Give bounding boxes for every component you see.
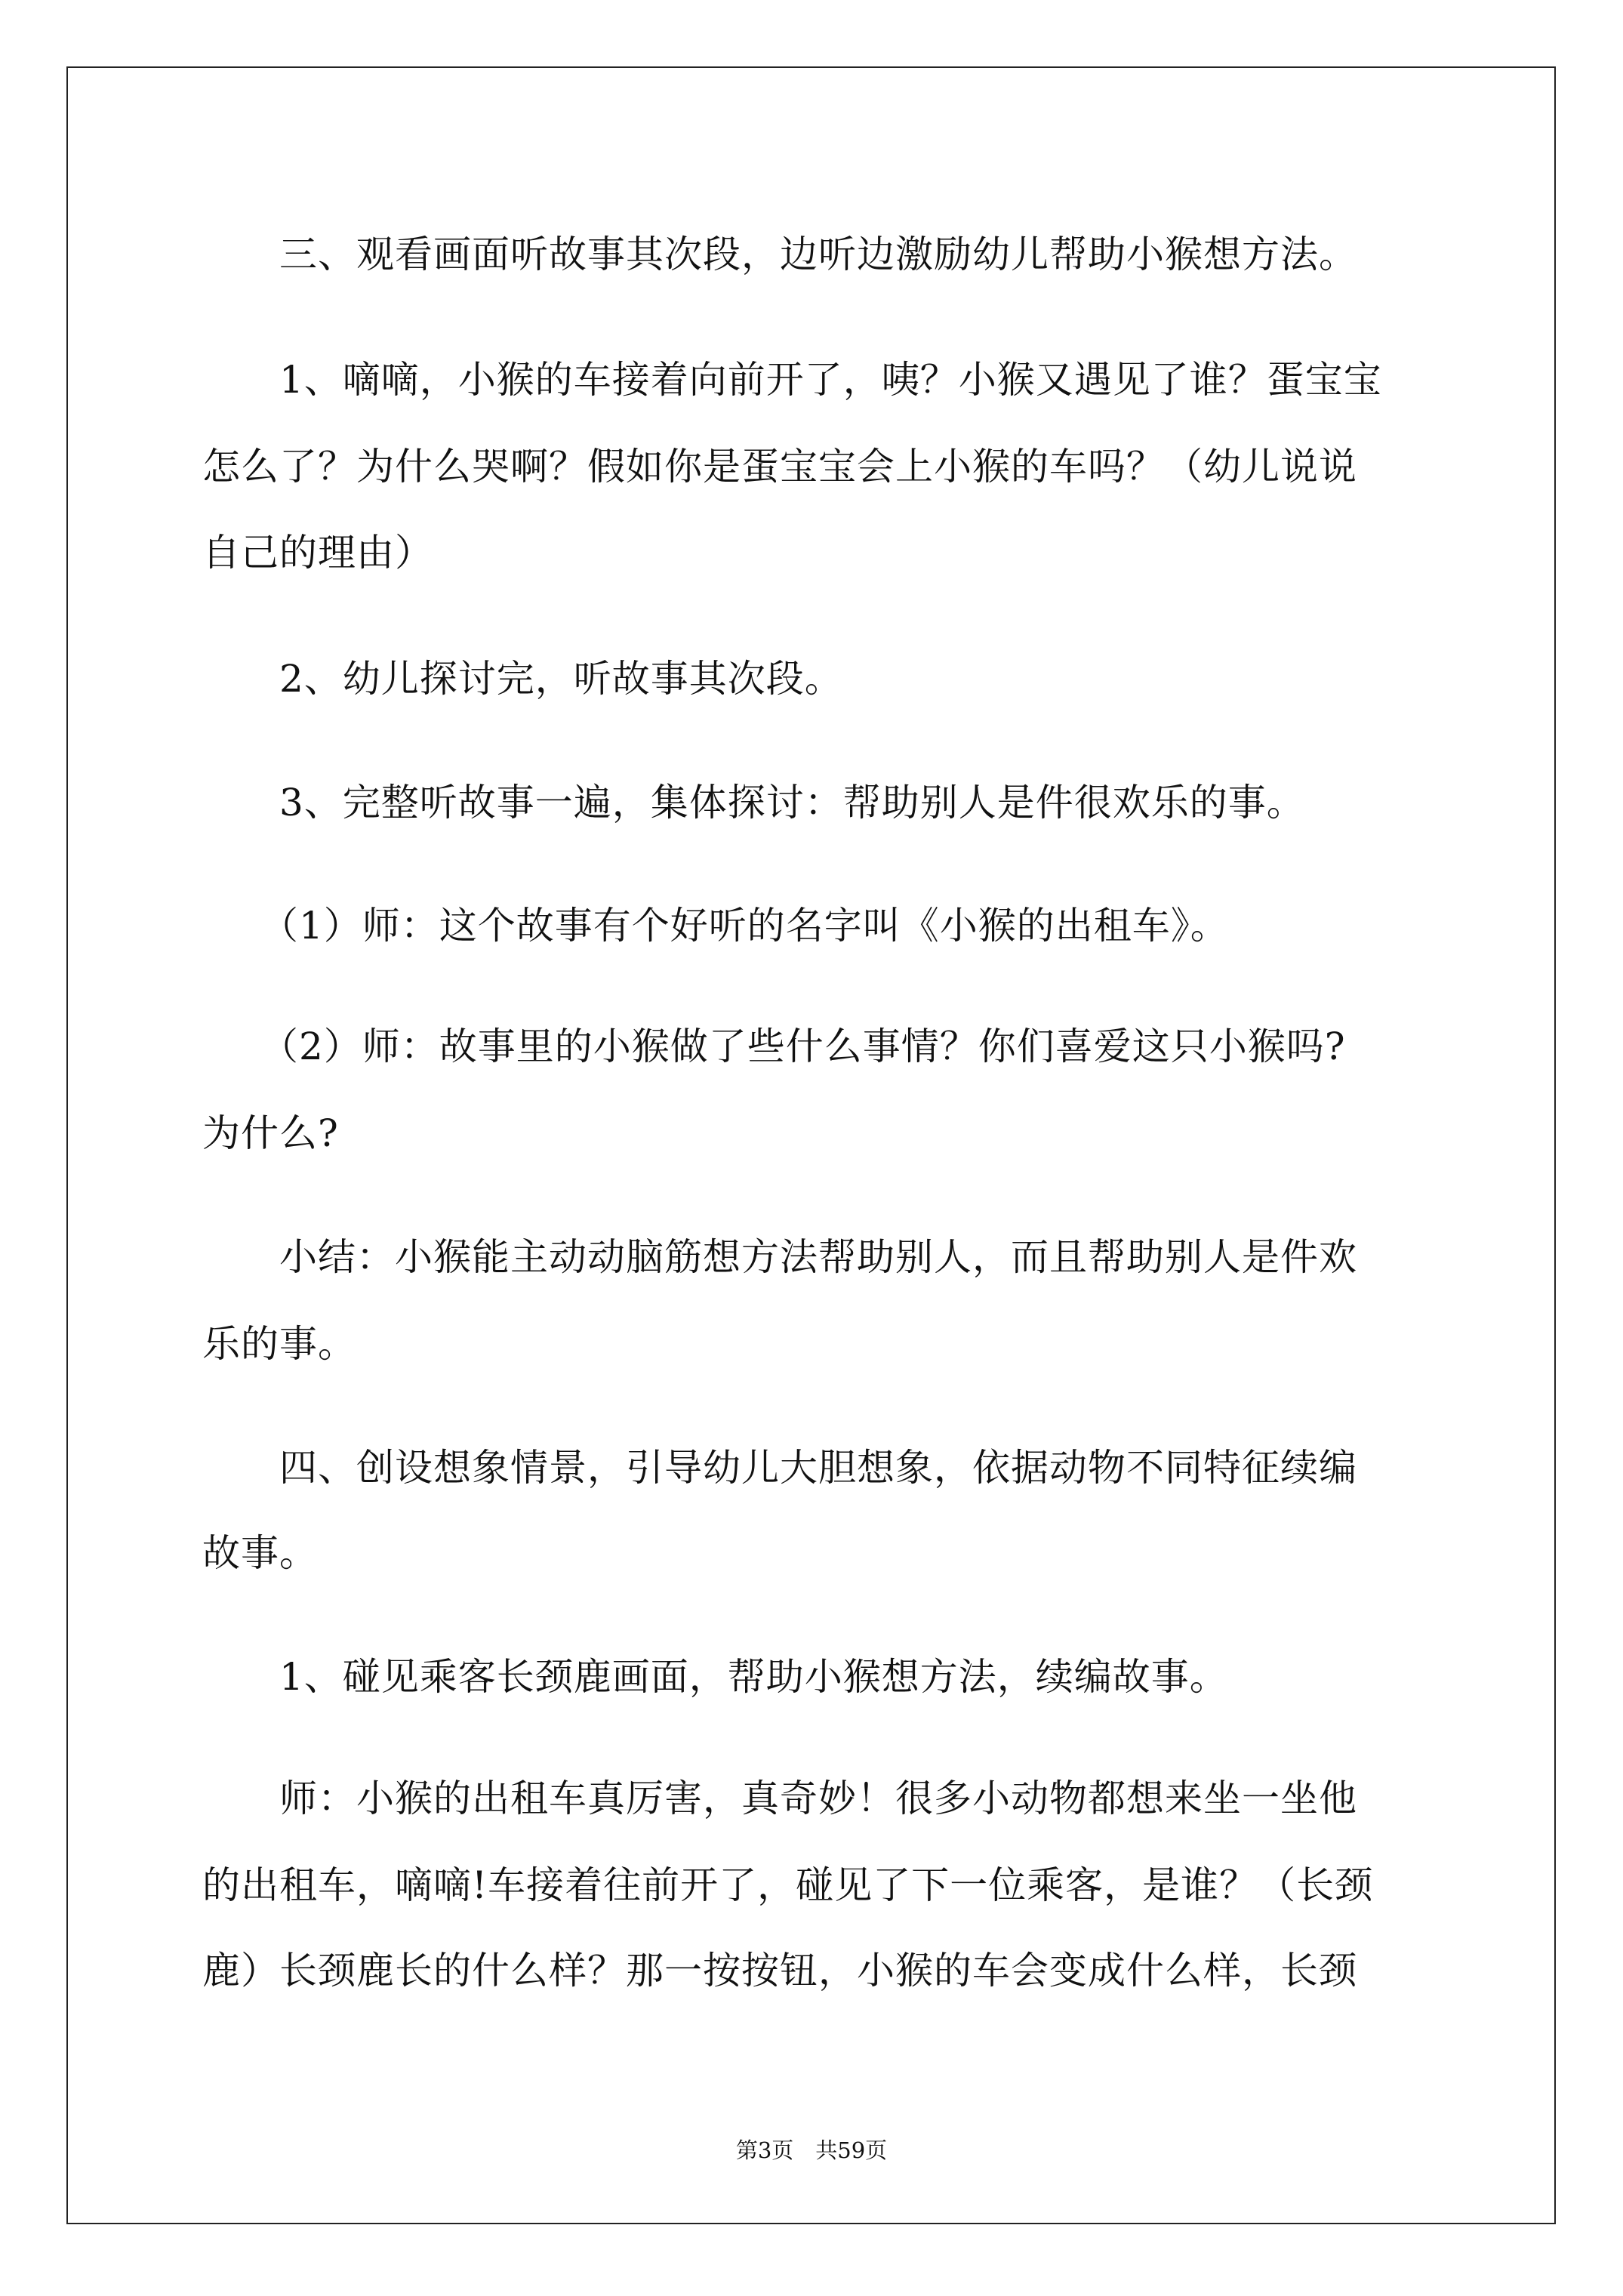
text-line: 小结：小猴能主动动脑筋想方法帮助别人，而且帮助别人是件欢 [202,1235,1357,1279]
text-line: 四、创设想象情景，引导幼儿大胆想象，依据动物不同特征续编 [202,1446,1357,1490]
text-line: 故事。 [202,1531,318,1575]
text-line: 自己的理由） [202,531,433,575]
text-line: 鹿）长颈鹿长的什么样？那一按按钮，小猴的车会变成什么样，长颈 [202,1949,1357,1992]
text-line: 1、嘀嘀，小猴的车接着向前开了，咦？小猴又遇见了谁？蛋宝宝 [202,358,1382,402]
text-line: 2、幼儿探讨完，听故事其次段。 [202,657,843,701]
text-line: 1、碰见乘客长颈鹿画面，帮助小猴想方法，续编故事。 [202,1655,1228,1699]
text-line: （2）师：故事里的小猴做了些什么事情？你们喜爱这只小猴吗? [202,1025,1346,1068]
text-line: 3、完整听故事一遍，集体探讨：帮助别人是件很欢乐的事。 [202,781,1305,824]
text-line: 的出租车，嘀嘀!车接着往前开了，碰见了下一位乘客，是谁？（长颈 [202,1863,1374,1907]
text-line: 为什么? [202,1111,339,1155]
page-footer: 第3页 共59页 [735,2137,888,2163]
text-line: （1）师：这个故事有个好听的名字叫《小猴的出租车》。 [202,904,1229,948]
text-line: 怎么了？为什么哭啊？假如你是蛋宝宝会上小猴的车吗？（幼儿说说 [202,445,1357,488]
text-line: 乐的事。 [202,1322,356,1366]
text-line: 三、观看画面听故事其次段，边听边激励幼儿帮助小猴想方法。 [202,233,1357,276]
text-line: 师：小猴的出租车真厉害，真奇妙！很多小动物都想来坐一坐他 [202,1777,1357,1820]
